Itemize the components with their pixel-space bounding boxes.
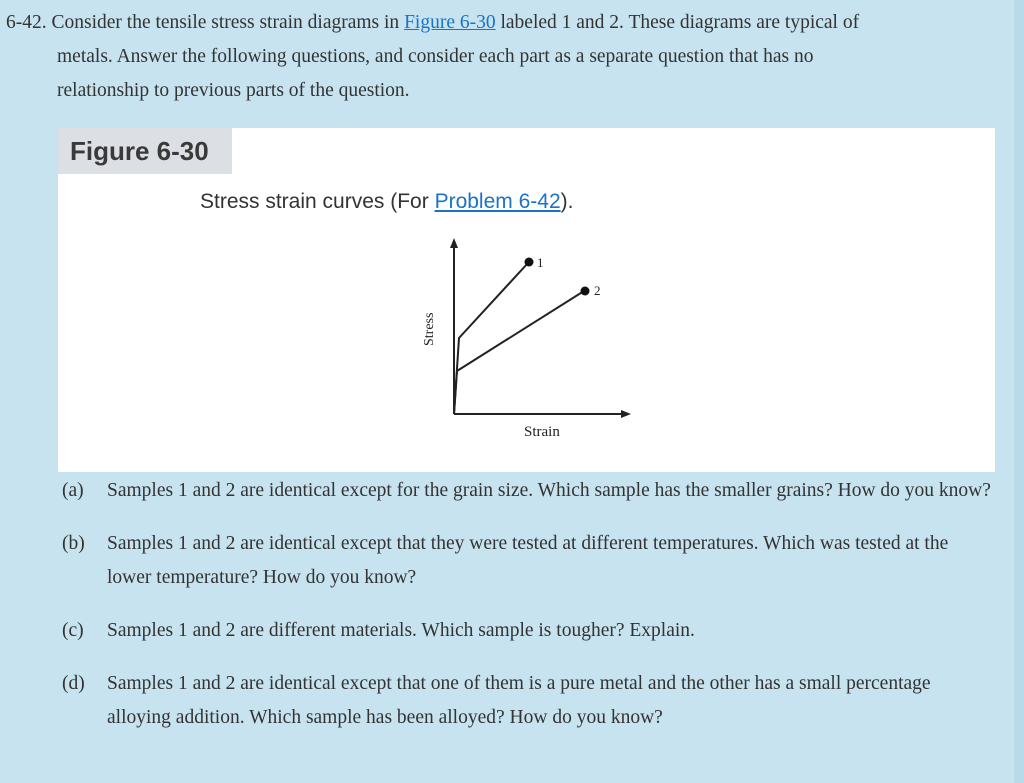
y-axis-label: Stress bbox=[422, 312, 437, 346]
problem-text-start: Consider the tensile stress strain diagrams in bbox=[51, 12, 400, 33]
question-list bbox=[62, 474, 992, 754]
question-c bbox=[62, 614, 992, 648]
question-a bbox=[62, 474, 992, 508]
problem-statement bbox=[6, 6, 991, 108]
caption-text: Stress strain curves (For bbox=[200, 190, 429, 213]
question-letter: (a) bbox=[62, 480, 84, 501]
question-text: Samples 1 and 2 are identical except that one of them is a pure metal and the other has a small percentage alloying addition. Which sample has been alloyed? How do you know? bbox=[107, 673, 931, 728]
question-letter: (d) bbox=[62, 673, 85, 694]
curve-2 bbox=[454, 291, 584, 414]
right-edge-strip bbox=[1014, 0, 1024, 783]
problem-line-1 bbox=[6, 6, 991, 40]
x-axis-label: Strain bbox=[524, 424, 560, 440]
problem-number: 6-42. bbox=[6, 12, 47, 33]
curve-2-endpoint bbox=[581, 287, 590, 296]
question-letter: (b) bbox=[62, 533, 85, 554]
caption-text-end: ). bbox=[560, 190, 574, 213]
problem-line-2: metals. Answer the following questions, and consider each part as a separate question that has no bbox=[57, 46, 814, 67]
question-b bbox=[62, 527, 992, 595]
question-text: Samples 1 and 2 are identical except that they were tested at different temperatures. Which was tested at the lower temperature? How do you know? bbox=[107, 533, 949, 588]
curve-1 bbox=[454, 263, 528, 414]
stress-strain-diagram bbox=[58, 128, 995, 472]
curve-1-label: 1 bbox=[537, 255, 544, 270]
question-text: Samples 1 and 2 are different materials. Which sample is tougher? Explain. bbox=[107, 620, 695, 641]
question-d bbox=[62, 667, 992, 735]
question-text: Samples 1 and 2 are identical except for the grain size. Which sample has the smaller grains? How do you know? bbox=[107, 480, 991, 501]
problem-link[interactable]: Problem 6-42 bbox=[434, 190, 561, 213]
problem-text-end: labeled 1 and 2. These diagrams are typical of bbox=[500, 12, 860, 33]
y-axis-arrow bbox=[450, 238, 458, 248]
problem-line-3: relationship to previous parts of the question. bbox=[57, 80, 410, 101]
figure-link[interactable]: Figure 6-30 bbox=[404, 12, 496, 33]
curve-1-endpoint bbox=[525, 258, 534, 267]
figure-box bbox=[58, 128, 995, 472]
curve-2-label: 2 bbox=[594, 283, 601, 298]
question-letter: (c) bbox=[62, 620, 84, 641]
figure-label: Figure 6-30 bbox=[58, 128, 232, 174]
x-axis-arrow bbox=[621, 410, 631, 418]
